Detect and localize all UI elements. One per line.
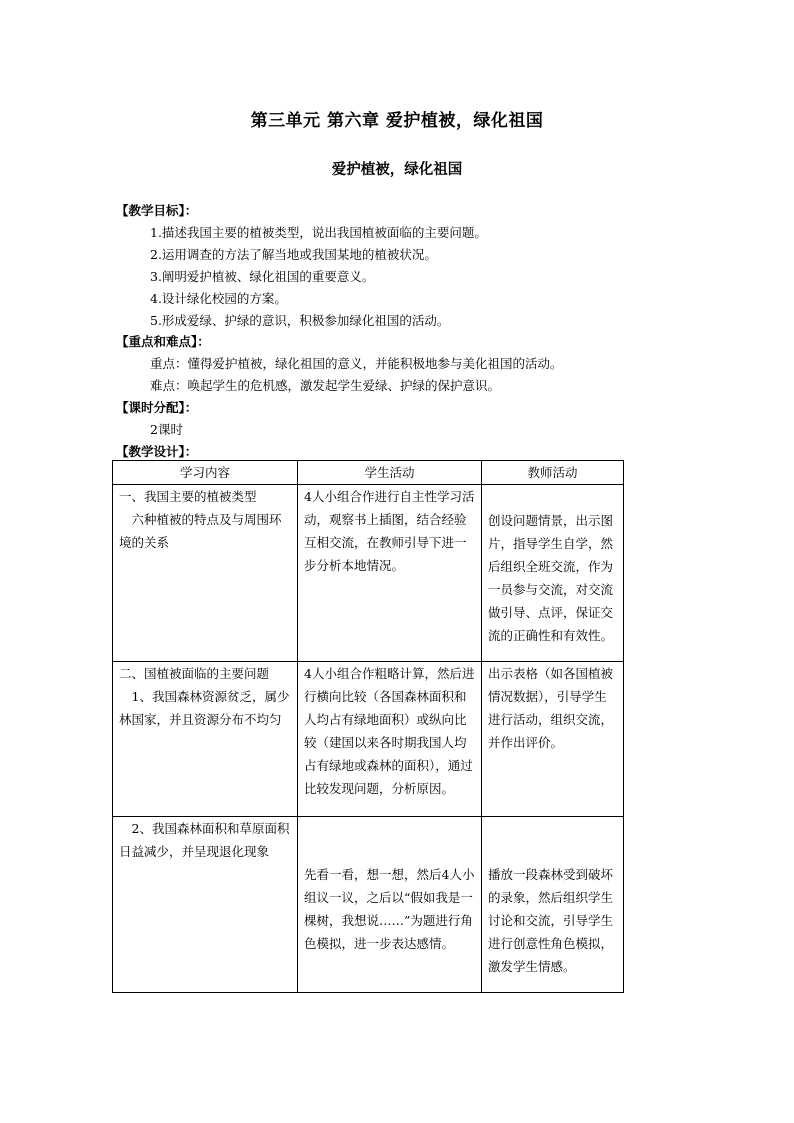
teacher-activity-cell: 出示表格（如各国植被情况数据），引导学生进行活动，组织交流，并作出评价。 xyxy=(481,662,623,817)
content-section-title: 一、我国主要的植被类型 xyxy=(119,489,257,504)
keypoint-item: 难点：唤起学生的危机感，激发起学生爱绿、护绿的保护意识。 xyxy=(150,378,501,393)
keypoint-item: 重点：懂得爱护植被，绿化祖国的意义，并能积极地参与美化祖国的活动。 xyxy=(150,356,563,371)
keypoints-heading: 【重点和难点】： xyxy=(116,334,210,349)
content-text: 六种植被的特点及与周围环境的关系 xyxy=(119,512,282,550)
column-header: 学习内容 xyxy=(113,461,298,485)
objectives-heading: 【教学目标】： xyxy=(116,203,198,218)
content-section-title: 二、国植被面临的主要问题 xyxy=(119,666,270,681)
content-cell xyxy=(113,817,298,993)
column-header: 教师活动 xyxy=(481,461,623,485)
content-cell xyxy=(113,485,298,662)
student-activity-cell: 先看一看，想一想，然后4人小组议一议，之后以“假如我是一棵树，我想说……”为题进行角色模拟，进一步表达感情。 xyxy=(298,817,482,993)
table-row xyxy=(113,662,624,817)
objective-item: 4.设计绿化校园的方案。 xyxy=(150,291,287,306)
teaching-design-table xyxy=(112,460,624,993)
column-header: 学生活动 xyxy=(298,461,482,485)
page-subtitle: 爱护植被，绿化祖国 xyxy=(331,161,463,178)
table-row xyxy=(113,817,624,993)
content-text: 1、我国森林资源贫乏，属少林国家，并且资源分布不均匀 xyxy=(119,689,290,727)
table-row xyxy=(113,485,624,662)
teacher-activity-cell: 播放一段森林受到破坏的录象，然后组织学生讨论和交流，引导学生进行创意性角色模拟，激发学生情感。 xyxy=(481,817,623,993)
table-header-row xyxy=(113,461,624,485)
objective-item: 2.运用调查的方法了解当地或我国某地的植被状况。 xyxy=(150,247,437,262)
student-activity-cell: 4人小组合作进行自主性学习活动，观察书上插图，结合经验互相交流，在教师引导下进一步分析本地情况。 xyxy=(298,485,482,662)
student-activity-cell: 4人小组合作粗略计算，然后进行横向比较（各国森林面积和人均占有绿地面积）或纵向比较（建国以来各时期我国人均占有绿地或森林的面积），通过比较发现问题，分析原因。 xyxy=(298,662,482,817)
page-title: 第三单元 第六章 爱护植被，绿化祖国 xyxy=(250,111,544,131)
content-cell xyxy=(113,662,298,817)
hours-value: 2课时 xyxy=(150,422,183,437)
hours-heading: 【课时分配】： xyxy=(116,400,198,415)
teacher-activity-cell: 创设问题情景，出示图片，指导学生自学，然后组织全班交流，作为一员参与交流，对交流做引导、点评，保证交流的正确性和有效性。 xyxy=(481,485,623,662)
objective-item: 3.阐明爱护植被、绿化祖国的重要意义。 xyxy=(150,269,375,284)
objective-item: 5.形成爱绿、护绿的意识，积极参加绿化祖国的活动。 xyxy=(150,313,450,328)
content-text: 2、我国森林面积和草原面积日益减少，并呈现退化现象 xyxy=(119,821,290,859)
objective-item: 1.描述我国主要的植被类型，说出我国植被面临的主要问题。 xyxy=(150,225,487,240)
design-heading: 【教学设计】： xyxy=(116,444,198,459)
